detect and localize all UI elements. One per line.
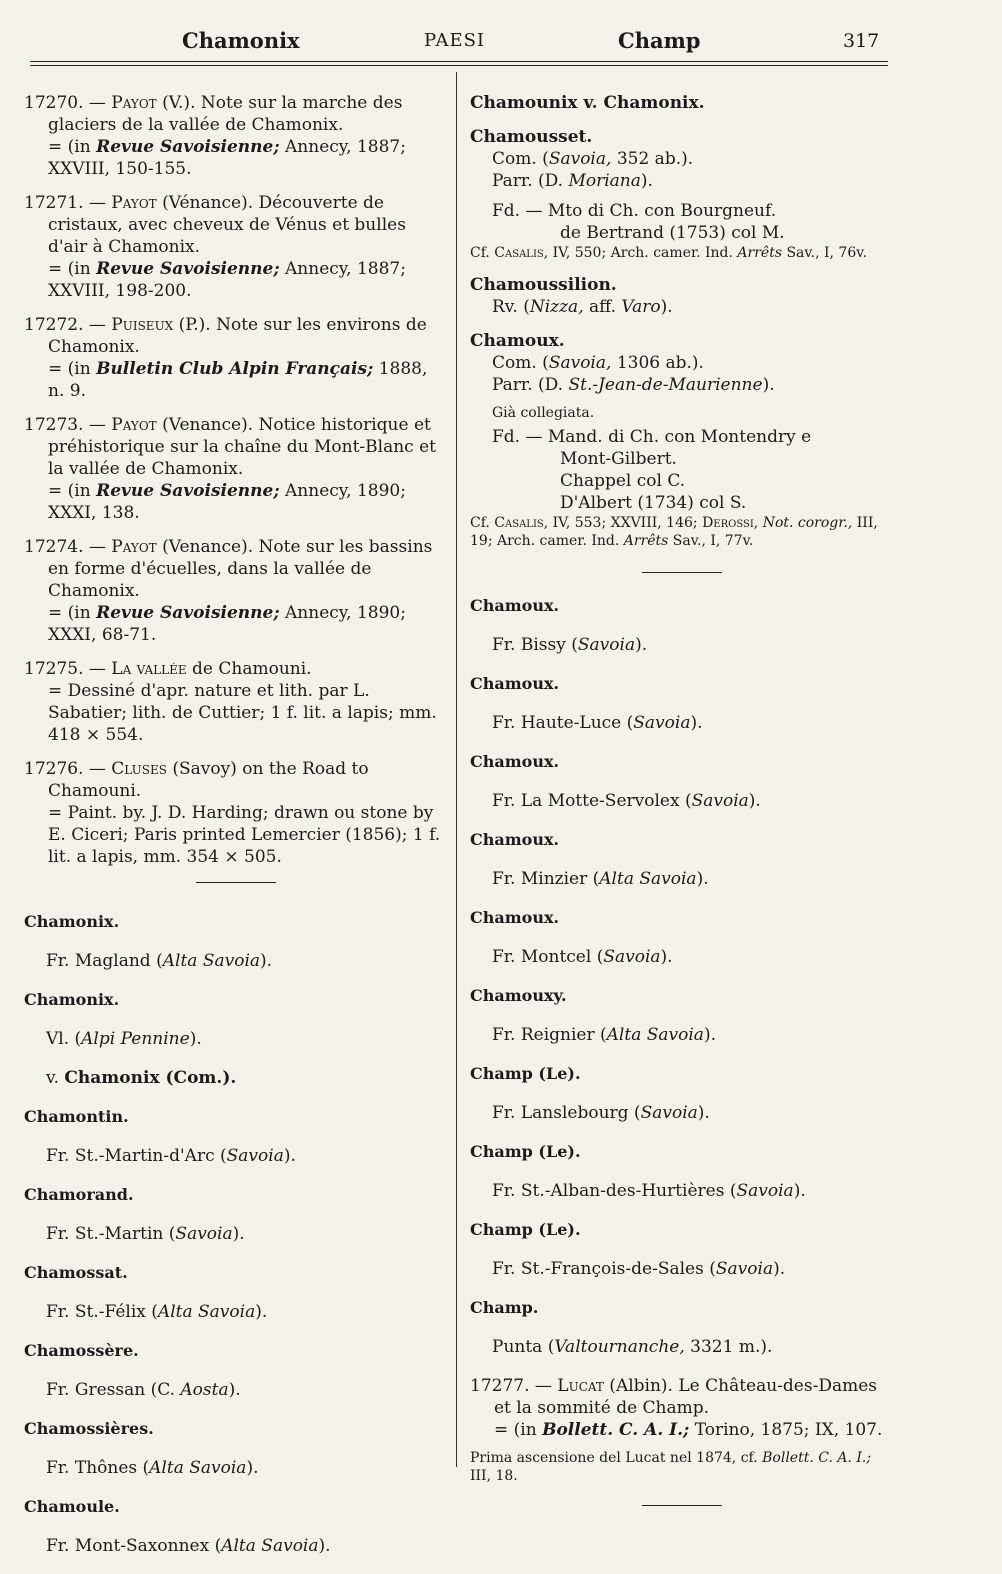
place-detail [24, 950, 448, 972]
province: Alta Savoia [149, 1458, 247, 1478]
place-text: ). [189, 1029, 202, 1049]
place-text: Fr. Gressan (C. [46, 1380, 181, 1400]
left-column [24, 92, 448, 1574]
place-detail [24, 1301, 448, 1323]
pub-text: = Paint. by. J. D. Harding; drawn ou stone by E. Ciceri; Paris printed Lemercier (1856); 1 f. lit. a lapis, mm. 354 × 505. [48, 803, 441, 867]
diocese: Moriana [568, 171, 641, 191]
place-entry [470, 1063, 894, 1124]
place-name: Chamoux. [470, 830, 560, 849]
page-header [0, 28, 1002, 58]
place-text: ). [246, 1458, 259, 1478]
pub-title: Revue Savoisienne; [96, 481, 280, 501]
province: Savoia [640, 1103, 698, 1123]
pub-text: = (in [494, 1420, 543, 1440]
note-text: IV, 550; Arch. camer. Ind. [548, 245, 738, 261]
province: Savoia [226, 1146, 284, 1166]
place-text: Fr. Minzier ( [492, 869, 600, 889]
place-detail [24, 1067, 448, 1089]
place-text: ). [228, 1380, 241, 1400]
province: Savoia [633, 713, 691, 733]
ref-title: (Savoy) on the Road to Chamouni. [48, 759, 369, 801]
ref-publication [24, 802, 448, 868]
place-entry [470, 985, 894, 1046]
note-title: Bollett. C. A. I.; [762, 1450, 872, 1466]
pub-title: Bollett. C. A. I.; [542, 1420, 690, 1440]
place-name: Chamontin. [24, 1107, 129, 1126]
note-text: Già collegiata. [492, 405, 595, 421]
place-name: Chamonix. [24, 990, 120, 1009]
place-detail [470, 712, 894, 734]
place-text: aff. [583, 297, 622, 317]
feud-line: Mont-Gilbert. [560, 449, 677, 469]
place-entry [24, 989, 448, 1089]
note-text: III, 19; Arch. camer. Ind. [470, 515, 878, 549]
ref-title: (P.). Note sur les environs de Chamonix. [48, 315, 427, 357]
pub-text: Annecy, 1887; XXVIII, 150-155. [48, 137, 406, 179]
place-name: Chamoux. [470, 908, 560, 927]
place-text: Rv. ( [492, 297, 530, 317]
province: Savoia, [548, 353, 612, 373]
parr-close: ). [640, 171, 653, 191]
place-name: Champ. [470, 1298, 539, 1317]
running-head-center: PAESI [424, 30, 486, 51]
ref-title: (Venance). Note sur les bassins en forme d'écuelles, dans la vallée de Chamonix. [48, 537, 433, 601]
place-name: Chamossère. [24, 1341, 139, 1360]
province: Savoia [715, 1259, 774, 1279]
header-rule-double [30, 65, 888, 66]
ref-number: 17272. [24, 315, 84, 335]
place-text: Fr. St.-Alban-des-Hurtières ( [492, 1181, 737, 1201]
place-text: Fr. Haute-Luce ( [492, 713, 634, 733]
place-name: Chamossat. [24, 1263, 128, 1282]
ref-dash: — [88, 537, 106, 557]
place-entry [24, 1340, 448, 1401]
ref-heading [24, 414, 448, 480]
place-text: Fr. St.-Félix ( [46, 1302, 158, 1322]
place-name: Chamossières. [24, 1419, 154, 1438]
place-entry [470, 1141, 894, 1202]
note-text: III, 18. [470, 1468, 518, 1484]
place-text: ). [260, 951, 273, 971]
note-title: Arrêts [737, 245, 783, 261]
ref-number: 17276. [24, 759, 84, 779]
place-text: ). [703, 1025, 716, 1045]
place-entry [24, 1262, 448, 1323]
ref-author: Payot [111, 93, 157, 113]
place-entry [470, 751, 894, 812]
place-text: 3321 m.). [684, 1337, 773, 1357]
ref-author: Lucat [557, 1376, 604, 1396]
ref-number: 17275. [24, 659, 84, 679]
note-text: Sav., I, 77v. [668, 533, 754, 549]
place-text: ). [660, 297, 673, 317]
place-text: Fr. Magland ( [46, 951, 163, 971]
place-entry [24, 1106, 448, 1167]
place-detail [24, 1457, 448, 1479]
note-title: Arrêts [623, 533, 669, 549]
province: Savoia [603, 947, 661, 967]
ref-number: 17274. [24, 537, 84, 557]
pub-text: Torino, 1875; IX, 107. [689, 1420, 883, 1440]
place-text: ). [748, 791, 761, 811]
ref-number: 17277. [470, 1376, 530, 1396]
reference-entry [24, 758, 448, 868]
pub-text: = (in [48, 481, 97, 501]
river: Varo [621, 297, 661, 317]
place-text: Fr. St.-Martin-d'Arc ( [46, 1146, 227, 1166]
pub-text: Annecy, 1887; XXVIII, 198-200. [48, 259, 406, 301]
place-entry [470, 673, 894, 734]
note-author: Derossi, [702, 515, 759, 531]
place-text: ). [773, 1259, 786, 1279]
province: Nizza, [529, 297, 584, 317]
pub-text: = Dessiné d'apr. nature et lith. par L. Sabatier; lith. de Cuttier; 1 f. lit. a lapis; mm. 418 × 554. [48, 681, 437, 745]
place-entry [24, 1418, 448, 1479]
place-text: Chamonix (Com.). [64, 1068, 237, 1088]
place-detail [470, 790, 894, 812]
province: Alta Savoia [221, 1536, 319, 1556]
place-name: Chamoux. [470, 596, 560, 615]
cross-reference: v. Chamonix. [577, 93, 705, 113]
reference-entry [470, 1375, 894, 1485]
place-detail [470, 1258, 894, 1280]
feud-line: de Bertrand (1753) col M. [560, 223, 785, 243]
place-text: ). [255, 1302, 268, 1322]
place-name: Chamoux. [470, 674, 560, 693]
place-entry [470, 595, 894, 656]
place-name: Chamonix. [24, 912, 120, 931]
ref-dash: — [88, 759, 106, 779]
ref-title: de Chamouni. [186, 659, 312, 679]
place-text: ). [697, 1103, 710, 1123]
place-name: Chamoule. [24, 1497, 120, 1516]
reference-entry [24, 192, 448, 302]
note-text: IV, 553; XXVIII, 146; [548, 515, 703, 531]
ref-heading [24, 536, 448, 602]
ref-title: (Vénance). Découverte de cristaux, avec cheveux de Vénus et bulles d'air à Chamonix. [48, 193, 406, 257]
place-text: Fr. Mont-Saxonnex ( [46, 1536, 222, 1556]
place-detail [24, 1379, 448, 1401]
com-label: Com. ( [492, 353, 549, 373]
province: Savoia, [548, 149, 612, 169]
place-text: Fr. Reignier ( [492, 1025, 607, 1045]
column-divider [456, 72, 457, 1467]
place-name: Champ (Le). [470, 1064, 581, 1083]
province: Savoia [691, 791, 749, 811]
ref-number: 17273. [24, 415, 84, 435]
place-text: ). [690, 713, 703, 733]
place-text: ). [232, 1224, 245, 1244]
province: Savoia [175, 1224, 233, 1244]
place-text: ). [283, 1146, 296, 1166]
place-entry [470, 829, 894, 890]
pub-text: Annecy, 1890; XXXI, 68-71. [48, 603, 406, 645]
feud-line: Chappel col C. [560, 471, 686, 491]
reference-entry [24, 658, 448, 746]
place-detail [24, 1145, 448, 1167]
place-text: Fr. Bissy ( [492, 635, 578, 655]
place-entry [24, 1496, 448, 1557]
header-rule [30, 61, 888, 62]
entry-chamounix [470, 92, 894, 114]
pub-title: Revue Savoisienne; [96, 603, 280, 623]
place-text: ). [635, 635, 648, 655]
place-name: Chamoux. [470, 752, 560, 771]
place-detail [470, 1336, 894, 1358]
note-text: Cf. [470, 245, 495, 261]
province: Valtournanche, [554, 1337, 685, 1357]
note-text: Sav., I, 76v. [782, 245, 867, 261]
place-text: Fr. St.-Martin ( [46, 1224, 176, 1244]
ref-heading [24, 314, 448, 358]
province: Alta Savoia [157, 1302, 256, 1322]
place-entry [24, 911, 448, 972]
pub-title: Revue Savoisienne; [96, 137, 280, 157]
place-detail [24, 1223, 448, 1245]
feud-line: Fd. — Mto di Ch. con Bourgneuf. [492, 201, 777, 221]
place-text: ). [793, 1181, 806, 1201]
pub-text: = (in [48, 259, 97, 279]
ref-heading [24, 758, 448, 802]
place-text: Vl. ( [46, 1029, 82, 1049]
pub-title: Bulletin Club Alpin Français; [96, 359, 374, 379]
entry-chamousset [470, 126, 894, 262]
ref-author: Puiseux [111, 315, 174, 335]
parr-label: Parr. (D. [492, 375, 569, 395]
ref-author: Payot [111, 537, 157, 557]
place-detail [24, 1535, 448, 1557]
com-label: Com. ( [492, 149, 549, 169]
place-name: Chamorand. [24, 1185, 134, 1204]
pub-text: 1888, n. 9. [48, 359, 428, 401]
place-detail [470, 1180, 894, 1202]
ref-title: (V.). Note sur la marche des glaciers de la vallée de Chamonix. [48, 93, 403, 135]
province: Alta Savoia [606, 1025, 704, 1045]
ref-dash: — [88, 659, 106, 679]
ref-author: Payot [111, 193, 157, 213]
reference-entry [24, 92, 448, 180]
place-name: Chamounix [470, 93, 578, 113]
diocese: St.-Jean-de-Maurienne [568, 375, 763, 395]
ref-title: (Albin). Le Château-des-Dames et la sommité de Champ. [494, 1376, 878, 1418]
ref-publication [24, 136, 448, 180]
place-name: Chamoussilion. [470, 275, 617, 295]
place-text: Fr. Montcel ( [492, 947, 604, 967]
place-name: Chamoux. [470, 331, 565, 351]
place-text: Fr. Lanslebourg ( [492, 1103, 641, 1123]
ref-heading [24, 658, 448, 680]
place-entry [470, 907, 894, 968]
ref-author: La vallée [111, 659, 187, 679]
section-rule [642, 572, 722, 573]
ref-title: (Venance). Notice historique et préhistorique sur la chaîne du Mont-Blanc et la vallée de Chamonix. [48, 415, 436, 479]
ref-publication [24, 602, 448, 646]
section-rule [642, 1505, 722, 1506]
right-column [470, 92, 894, 1526]
place-detail [470, 868, 894, 890]
section-rule [196, 882, 276, 883]
province: Savoia [736, 1181, 794, 1201]
reference-entry [24, 414, 448, 524]
parr-label: Parr. (D. [492, 171, 569, 191]
parr-close: ). [762, 375, 775, 395]
ref-dash: — [88, 93, 106, 113]
pub-text: = (in [48, 603, 97, 623]
entry-chamoux-commune [470, 330, 894, 550]
place-detail [470, 946, 894, 968]
page-number: 317 [843, 30, 880, 52]
ref-publication [24, 680, 448, 746]
ref-number: 17270. [24, 93, 84, 113]
place-detail [470, 634, 894, 656]
place-text: v. [46, 1068, 65, 1088]
place-text: ). [660, 947, 673, 967]
place-name: Champ (Le). [470, 1142, 581, 1161]
ref-dash: — [88, 415, 106, 435]
place-detail [470, 1102, 894, 1124]
ref-publication [24, 358, 448, 402]
feud-line: D'Albert (1734) col S. [560, 493, 747, 513]
ref-publication [24, 480, 448, 524]
place-text: Punta ( [492, 1337, 555, 1357]
province: Aosta [180, 1380, 229, 1400]
running-head-right: Champ [618, 28, 701, 53]
reference-entry [24, 314, 448, 402]
population: 352 ab.). [611, 149, 694, 169]
place-entry [470, 1297, 894, 1358]
ref-publication [24, 258, 448, 302]
place-detail [470, 1024, 894, 1046]
feud-line: Fd. — Mand. di Ch. con Montendry e [492, 427, 812, 447]
pub-text: Annecy, 1890; XXXI, 138. [48, 481, 406, 523]
place-text: Fr. Thônes ( [46, 1458, 150, 1478]
place-entry [470, 1219, 894, 1280]
running-head-left: Chamonix [182, 28, 300, 53]
place-name: Chamousset. [470, 127, 593, 147]
note-text: Prima ascensione del Lucat nel 1874, cf. [470, 1450, 763, 1466]
province: Alta Savoia [162, 951, 261, 971]
place-text: ). [696, 869, 709, 889]
place-text: Fr. St.-François-de-Sales ( [492, 1259, 716, 1279]
reference-entry [24, 536, 448, 646]
note-text: Cf. [470, 515, 495, 531]
place-text: Fr. La Motte-Servolex ( [492, 791, 692, 811]
ref-dash: — [534, 1376, 552, 1396]
ref-author: Cluses [111, 759, 167, 779]
note-title: Not. corogr., [762, 515, 853, 531]
province: Savoia [577, 635, 636, 655]
place-text: ). [318, 1536, 331, 1556]
province: Alta Savoia [599, 869, 697, 889]
pub-title: Revue Savoisienne; [96, 259, 280, 279]
place-detail [24, 1028, 448, 1050]
note-author: Casalis, [494, 515, 549, 531]
entry-chamoussilion [470, 274, 894, 318]
note-author: Casalis, [494, 245, 549, 261]
place-entry [24, 1184, 448, 1245]
pub-text: = (in [48, 137, 97, 157]
ref-heading [24, 192, 448, 258]
ref-heading [24, 92, 448, 136]
ref-dash: — [88, 315, 106, 335]
place-name: Champ (Le). [470, 1220, 581, 1239]
province: Alpi Pennine [81, 1029, 190, 1049]
pub-text: = (in [48, 359, 97, 379]
ref-dash: — [88, 193, 106, 213]
ref-number: 17271. [24, 193, 84, 213]
ref-author: Payot [111, 415, 157, 435]
population: 1306 ab.). [611, 353, 704, 373]
place-name: Chamouxy. [470, 986, 567, 1005]
